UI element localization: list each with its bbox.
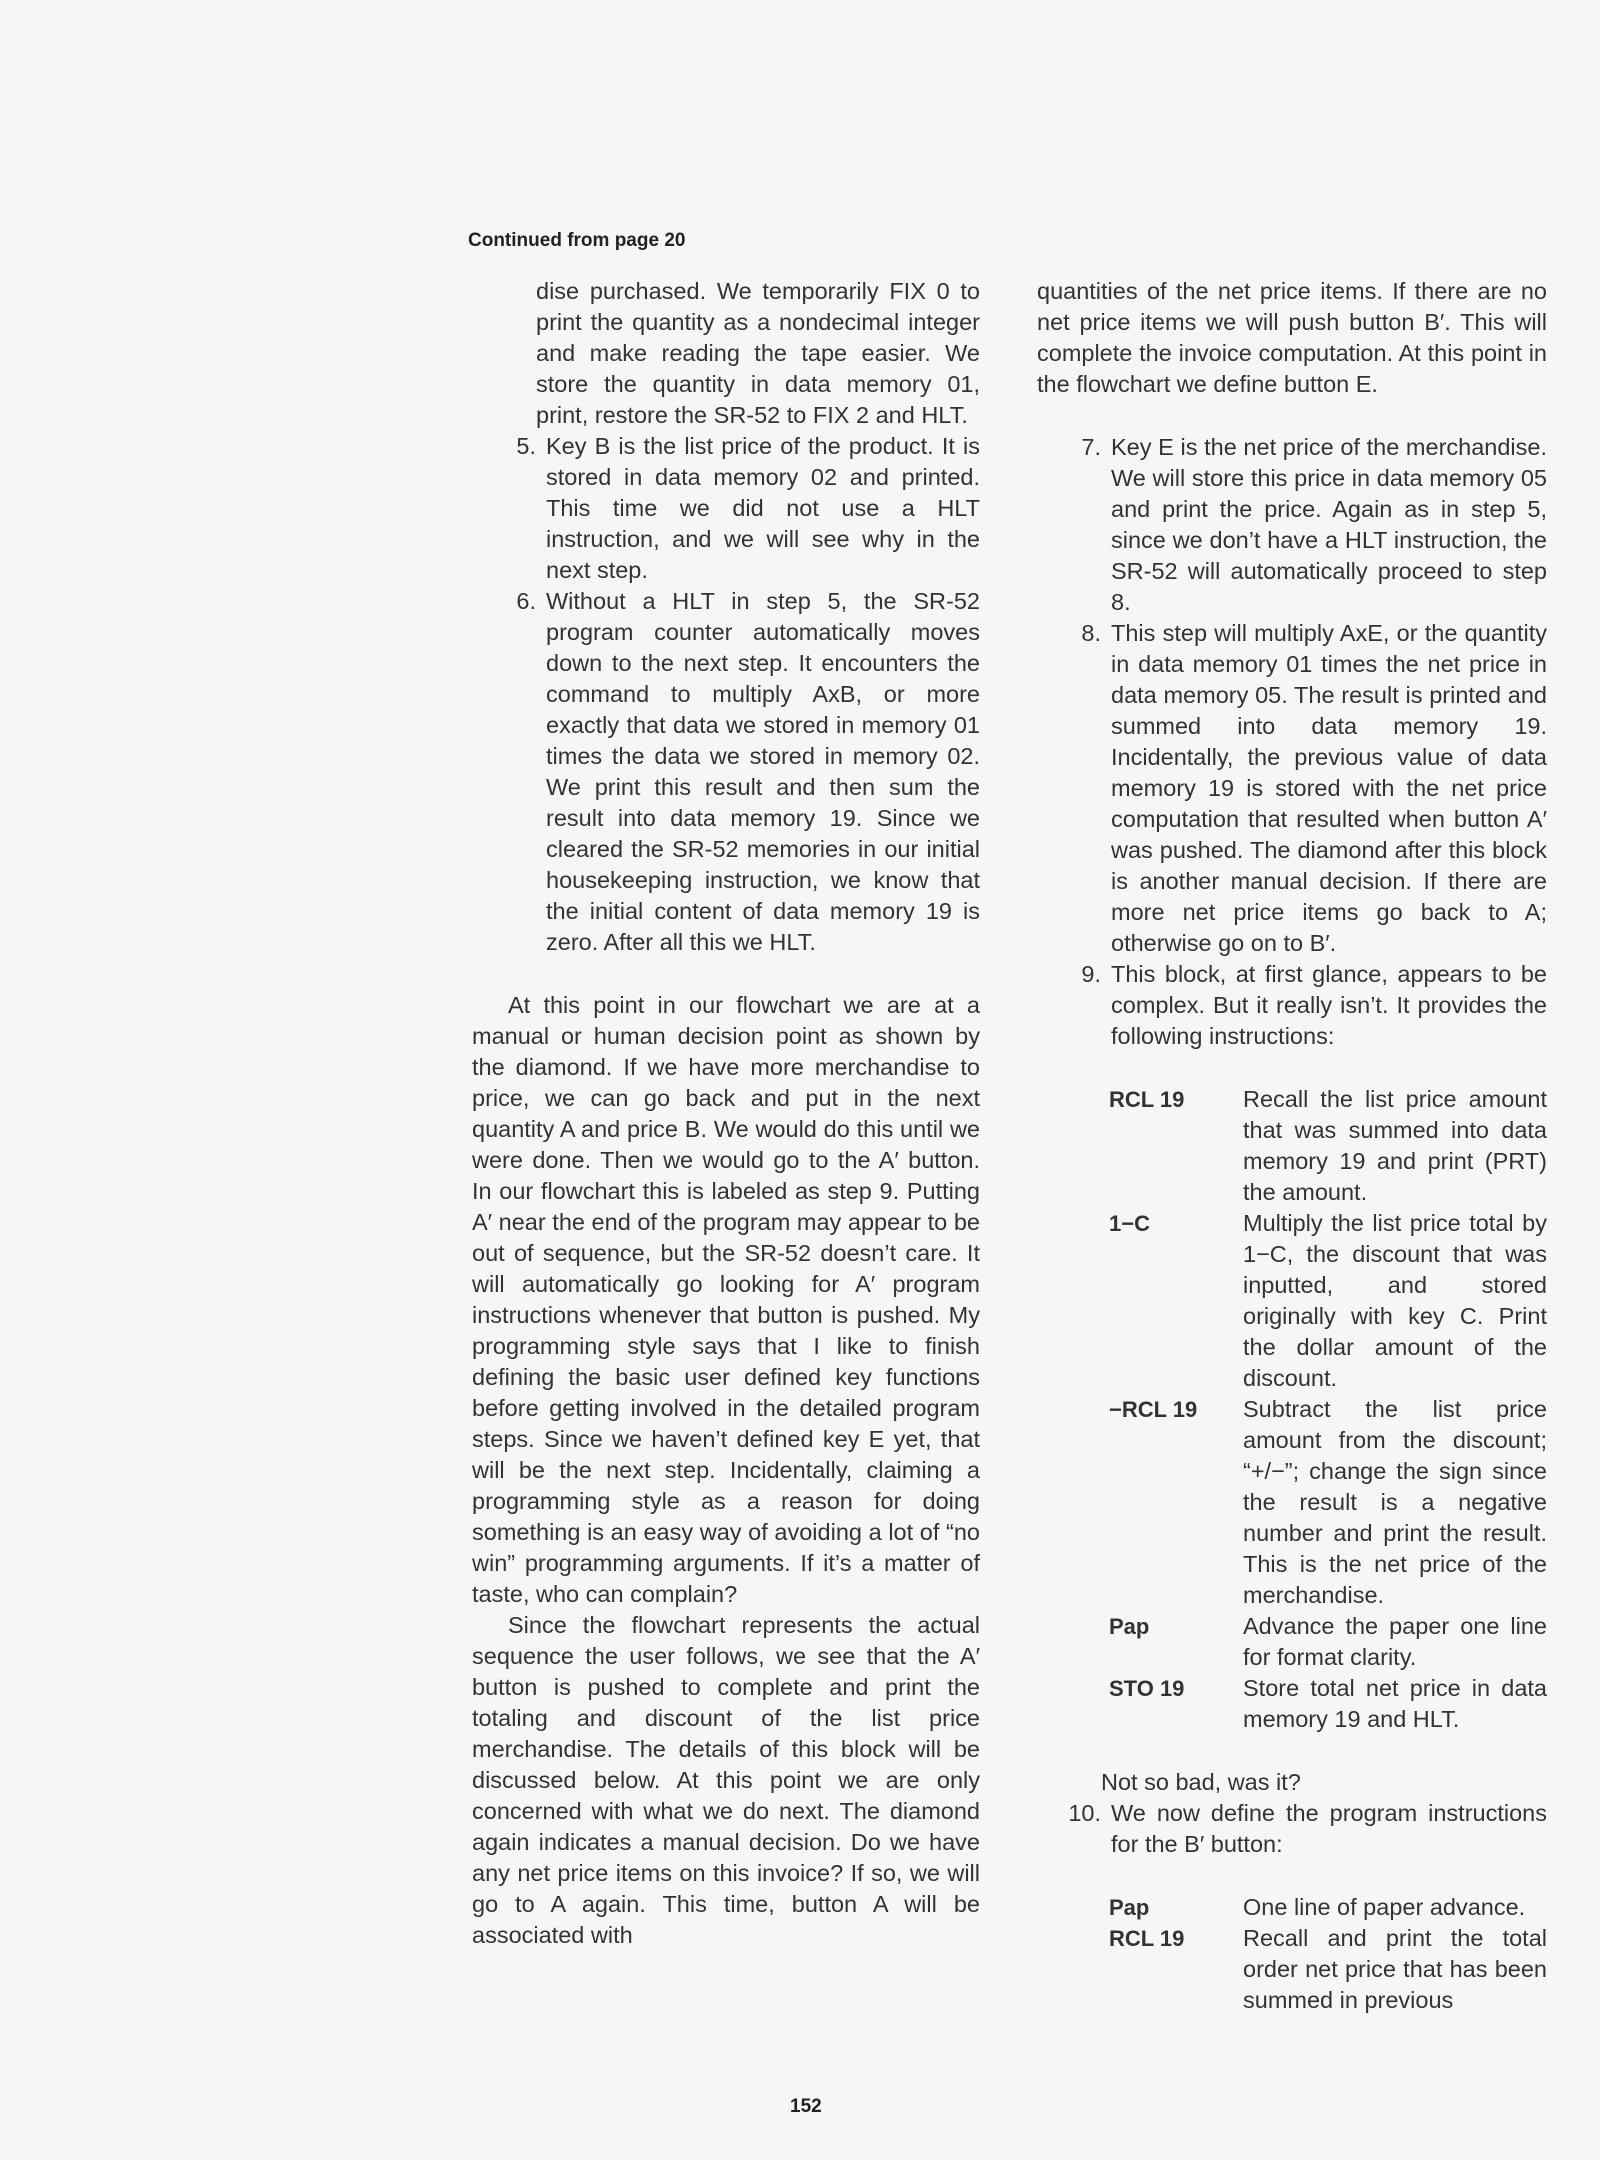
command-description: Multiply the list price total by 1−C, the discount that was inputted, and stored originally with key C. Print the dollar amount of the discount. [1243, 1210, 1547, 1391]
step-text: This step will multiply AxE, or the quantity in data memory 01 times the net price in data memory 05. The result is printed and summed into data memory 19. Incidentally, the previous value of data memory 19 is stored with the net price computation that resulted when button A′ was pushed. The diamond after this block is another manual decision. If there are more net price items go back to A; otherwise go on to B′. [1111, 620, 1547, 956]
step-number: 10. [1068, 1800, 1101, 1826]
body-paragraph: At this point in our flowchart we are at a manual or human decision point as shown by the diamond. If we have more merchandise to price, we can go back and put in the next quantity A and price B. We would do this until we were done. Then we would go to the A′ button. In our flowchart this is labeled as step 9. Putting A′ near the end of the program may appear to be out of sequence, but the SR-52 doesn’t care. It will automatically go looking for A′ program instructions whenever that button is pushed. My programming style says that I like to finish defining the basic user defined key functions before getting involved in the detailed program steps. Since we haven’t defined key E yet, that will be the next step. Incidentally, claiming a programming style as a reason for doing something is an easy way of avoiding a lot of “no win” programming arguments. If it’s a matter of taste, who can complain? [472, 992, 980, 1607]
step-text: Key E is the net price of the merchandise. We will store this price in data memory 05 and print the price. Again as in step 5, since we don’t have a HLT instruction, the SR-52 will automatically proceed to step 8. [1111, 434, 1547, 615]
command-table-step10 [1109, 1892, 1547, 2016]
step-number: 6. [516, 588, 536, 614]
command-key: 1−C [1109, 1211, 1150, 1236]
right-continuation: quantities of the net price items. If there are no net price items we will push button B′. This will complete the invoice computation. At this point in the flowchart we define button E. [1037, 278, 1547, 397]
command-description: Recall and print the total order net price that has been summed in previous [1243, 1925, 1547, 2013]
right-step-list [1037, 432, 1547, 1052]
step-number: 7. [1081, 434, 1101, 460]
left-step-list [472, 431, 980, 958]
left-column [472, 276, 980, 1951]
step-text: Key B is the list price of the product. It is stored in data memory 02 and printed. This time we did not use a HLT instruction, and we will see why in the next step. [546, 433, 980, 583]
command-key: RCL 19 [1109, 1087, 1185, 1112]
command-description: Advance the paper one line for format clarity. [1243, 1613, 1547, 1670]
spacer [1037, 400, 1547, 432]
command-key: −RCL 19 [1109, 1397, 1198, 1422]
step-number: 9. [1081, 961, 1101, 987]
command-key: RCL 19 [1109, 1926, 1185, 1951]
right-step-list-2 [1037, 1798, 1547, 1860]
right-column [1037, 276, 1547, 2016]
command-description: Recall the list price amount that was summed into data memory 19 and print (PRT) the amount. [1243, 1086, 1547, 1205]
aside-text: Not so bad, was it? [1101, 1769, 1301, 1795]
page-number: 152 [790, 2096, 822, 2117]
command-description: Subtract the list price amount from the discount; “+/−”; change the sign since the result is a negative number and print the result. This is the net price of the merchandise. [1243, 1396, 1547, 1608]
step-text: We now define the program instructions for the B′ button: [1111, 1800, 1547, 1857]
step-number: 5. [516, 433, 536, 459]
command-key: Pap [1109, 1895, 1150, 1920]
step-text: This block, at first glance, appears to be complex. But it really isn’t. It provides the following instructions: [1111, 961, 1547, 1049]
spacer [1037, 1735, 1547, 1767]
list-item [1037, 959, 1547, 1052]
command-key: STO 19 [1109, 1676, 1185, 1701]
list-item [1037, 1798, 1547, 1860]
spacer [472, 958, 980, 990]
command-table-step9 [1109, 1084, 1547, 1735]
command-description: One line of paper advance. [1243, 1894, 1526, 1920]
step-number: 8. [1081, 620, 1101, 646]
continued-header: Continued from page 20 [468, 230, 686, 251]
body-paragraph: Since the flowchart represents the actual sequence the user follows, we see that the A′ button is pushed to complete and print the totaling and discount of the list price merchandise. The details of this block will be discussed below. At this point we are only concerned with what we do next. The diamond again indicates a manual decision. Do we have any net price items on this invoice? If so, we will go to A again. This time, button A will be associated with [472, 1612, 980, 1948]
list-item [1037, 432, 1547, 618]
spacer [1037, 1860, 1547, 1892]
command-key: Pap [1109, 1614, 1150, 1639]
command-description: Store total net price in data memory 19 and HLT. [1243, 1675, 1547, 1732]
step-text: Without a HLT in step 5, the SR-52 program counter automatically moves down to the next step. It encounters the command to multiply AxB, or more exactly that data we stored in memory 01 times the data we stored in memory 02. We print this result and then sum the result into data memory 19. Since we cleared the SR-52 memories in our initial housekeeping instruction, we know that the initial content of data memory 19 is zero. After all this we HLT. [546, 588, 980, 955]
list-item [472, 586, 980, 958]
list-item [472, 431, 980, 586]
intro-continuation: dise purchased. We temporarily FIX 0 to print the quantity as a nondecimal integer and make reading the tape easier. We store the quantity in data memory 01, print, restore the SR-52 to FIX 2 and HLT. [536, 278, 980, 428]
list-item [1037, 618, 1547, 959]
spacer [1037, 1052, 1547, 1084]
